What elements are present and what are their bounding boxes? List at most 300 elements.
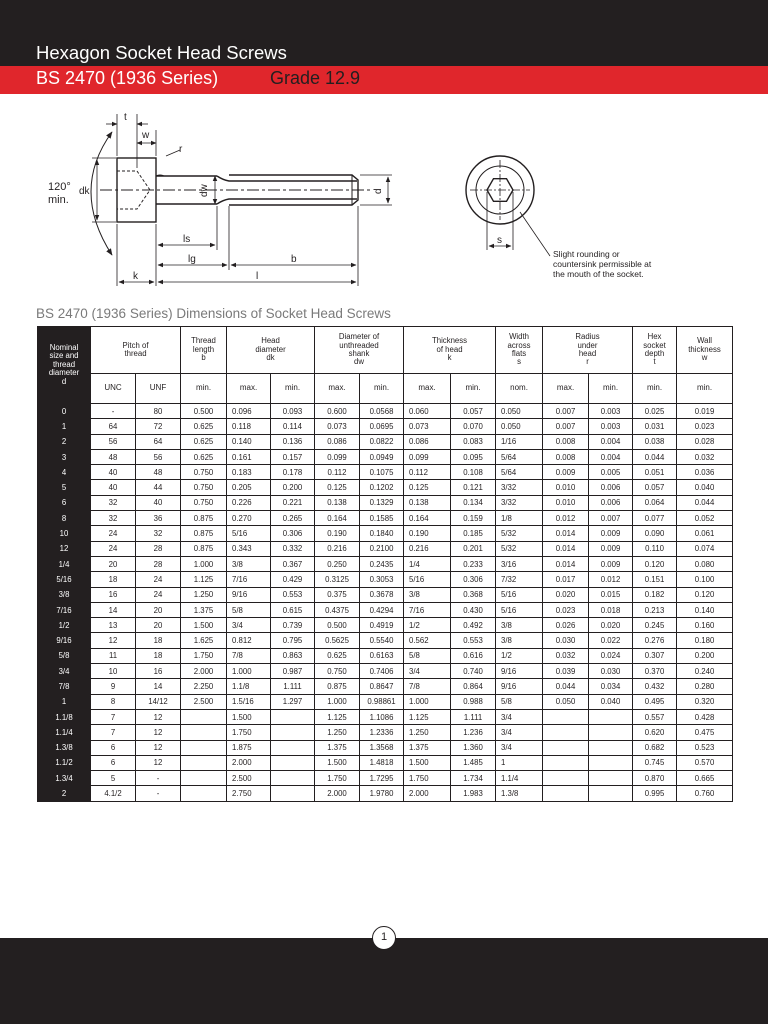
wall-thickness-header: Wall thickness w [677,327,733,374]
table-cell: 0.010 [543,495,589,510]
table-cell [589,755,633,770]
nominal-size-cell: 5/8 [38,648,91,663]
table-cell: 0.036 [677,465,733,480]
table-cell: 0.118 [227,419,271,434]
nominal-size-cell: 3/4 [38,664,91,679]
table-cell: 0.044 [633,449,677,464]
table-cell: 0.432 [633,679,677,694]
table-row [38,755,733,770]
table-cell: 0.028 [677,434,733,449]
b-label: b [291,254,297,265]
table-cell: 7/16 [404,602,451,617]
table-cell: 12 [91,633,136,648]
table-cell: 0.4294 [360,602,404,617]
table-cell: 0.492 [451,618,496,633]
table-cell: 11 [91,648,136,663]
table-cell: 28 [136,541,181,556]
table-cell: 3/4 [227,618,271,633]
table-cell [271,725,315,740]
table-cell: 5/8 [496,694,543,709]
table-cell: 0.086 [404,434,451,449]
table-cell: 1.375 [181,602,227,617]
table-cell: 0.995 [633,786,677,801]
table-row [38,480,733,495]
table-cell: 1.750 [315,771,360,786]
table-cell: 0.367 [271,556,315,571]
table-cell [271,771,315,786]
table-cell [181,709,227,724]
table-cell: 0.012 [543,511,589,526]
table-cell: 5/64 [496,449,543,464]
table-cell: 0.074 [677,541,733,556]
table-cell [589,709,633,724]
table-cell: 1.750 [181,648,227,663]
table-cell: 0.023 [677,419,733,434]
table-cell: 2.000 [181,664,227,679]
table-cell: 40 [91,480,136,495]
table-cell [181,755,227,770]
table-row [38,771,733,786]
screw-diagram [0,95,768,305]
table-cell: 0.073 [315,419,360,434]
table-cell: 3/16 [496,556,543,571]
table-cell: 14 [91,602,136,617]
table-cell: 0.008 [543,449,589,464]
subheader-cell: min. [677,374,733,404]
table-cell: 0.245 [633,618,677,633]
t-label: t [124,112,127,123]
table-cell: 3/4 [496,709,543,724]
table-cell: 12 [136,725,181,740]
table-cell: 1.875 [227,740,271,755]
nominal-size-cell: 5 [38,480,91,495]
table-cell: 0.201 [451,541,496,556]
table-cell: 0.050 [496,419,543,434]
table-cell: 9/16 [227,587,271,602]
lg-label: lg [188,254,196,265]
table-cell: 0.4919 [360,618,404,633]
table-cell: 3/8 [496,618,543,633]
footer-bar [0,938,768,1024]
table-cell: 0.8647 [360,679,404,694]
table-cell: 1.000 [315,694,360,709]
table-cell: 2.000 [315,786,360,801]
table-cell: 0.140 [227,434,271,449]
table-cell: 18 [136,648,181,663]
thread-length-header: Thread length b [181,327,227,374]
table-cell: 0.040 [677,480,733,495]
table-cell [543,771,589,786]
table-cell: 1.000 [181,556,227,571]
table-cell [589,786,633,801]
note-line-2: countersink permissible at [553,259,652,269]
table-cell [543,740,589,755]
table-cell: 0.190 [315,526,360,541]
subheader-cell: min. [633,374,677,404]
table-cell: 0.226 [227,495,271,510]
table-cell: 0.221 [271,495,315,510]
table-cell: 2.000 [227,755,271,770]
table-cell: 0.0568 [360,404,404,419]
table-cell: 0.032 [543,648,589,663]
table-cell: 1.3568 [360,740,404,755]
table-cell: 0.012 [589,572,633,587]
table-cell: 9/16 [496,679,543,694]
table-cell: 0.200 [271,480,315,495]
socket-depth-header: Hex socket depth t [633,327,677,374]
angle-min-label: min. [48,194,69,206]
table-cell: 0.428 [677,709,733,724]
table-cell: 5/16 [496,602,543,617]
table-cell: 0.1075 [360,465,404,480]
table-cell: 0.0822 [360,434,404,449]
table-cell: 0.760 [677,786,733,801]
nominal-size-cell: 1.3/8 [38,740,91,755]
table-cell: 0.030 [543,633,589,648]
table-cell: 40 [136,495,181,510]
table-cell: 0.070 [451,419,496,434]
table-row [38,633,733,648]
table-cell: 0.100 [677,572,733,587]
table-cell [271,709,315,724]
table-cell: 0.090 [633,526,677,541]
table-cell: - [136,786,181,801]
table-row [38,618,733,633]
table-row [38,541,733,556]
subheader-cell: nom. [496,374,543,404]
table-header-subheaders [38,374,733,404]
table-cell: 1.1/4 [496,771,543,786]
table-cell: 0.061 [677,526,733,541]
table-cell: 0.620 [633,725,677,740]
table-cell: 0.180 [677,633,733,648]
table-cell: 0.110 [633,541,677,556]
table-cell: 80 [136,404,181,419]
table-cell: 0.018 [589,602,633,617]
nominal-size-cell: 3/8 [38,587,91,602]
table-cell: 0.875 [181,541,227,556]
table-cell: 0.014 [543,556,589,571]
table-row [38,694,733,709]
table-cell: 0.745 [633,755,677,770]
table-cell: 0.034 [589,679,633,694]
table-cell: 2.500 [181,694,227,709]
table-cell [589,725,633,740]
table-cell: 1.500 [181,618,227,633]
table-cell: 0.032 [677,449,733,464]
table-cell: 0.051 [633,465,677,480]
table-cell: 0.625 [315,648,360,663]
table-cell: 7 [91,725,136,740]
table-cell: 0.750 [181,495,227,510]
table-cell: 0.429 [271,572,315,587]
table-cell: 0.003 [589,419,633,434]
table-cell: 0.213 [633,602,677,617]
table-cell: 0.095 [451,449,496,464]
table-cell: 0.009 [589,526,633,541]
table-cell: 0.570 [677,755,733,770]
table-cell: 1.1086 [360,709,404,724]
table-cell: - [91,404,136,419]
table-cell: 0.030 [589,664,633,679]
table-cell: 0.015 [589,587,633,602]
table-cell: 0.3053 [360,572,404,587]
table-cell: 0.750 [181,465,227,480]
table-cell: 0.553 [451,633,496,648]
dw-label: dw [199,184,210,197]
grade-title: Grade 12.9 [270,68,361,88]
nominal-size-cell: 1/2 [38,618,91,633]
table-cell: 20 [136,618,181,633]
table-cell [271,755,315,770]
table-cell: 0.052 [677,511,733,526]
d-label: d [373,188,384,194]
table-cell: 1.9780 [360,786,404,801]
table-cell: 0.044 [543,679,589,694]
table-cell: 0.270 [227,511,271,526]
table-cell: 0.280 [677,679,733,694]
table-cell: 0.3678 [360,587,404,602]
table-cell: 0.050 [496,404,543,419]
table-cell: 5/16 [227,526,271,541]
table-cell: 3/4 [496,725,543,740]
nominal-size-cell: 1/4 [38,556,91,571]
table-row [38,648,733,663]
table-cell: 1.297 [271,694,315,709]
table-cell: 0.004 [589,434,633,449]
table-cell: 0.096 [227,404,271,419]
table-cell [181,725,227,740]
table-cell: 0.615 [271,602,315,617]
ls-label: ls [183,234,191,245]
table-cell: 0.031 [633,419,677,434]
nominal-size-cell: 1.1/2 [38,755,91,770]
table-cell: 0.080 [677,556,733,571]
table-cell: 0.138 [315,495,360,510]
table-cell: 24 [91,541,136,556]
table-cell: 0.125 [315,480,360,495]
subheader-cell: max. [543,374,589,404]
nominal-size-cell: 1.1/8 [38,709,91,724]
table-cell: 20 [91,556,136,571]
k-label: k [133,271,138,282]
nominal-size-cell: 7/16 [38,602,91,617]
table-cell: 0.008 [543,434,589,449]
table-cell: 3/8 [496,633,543,648]
table-cell: 0.164 [315,511,360,526]
table-cell: 7/16 [227,572,271,587]
table-cell: 20 [136,602,181,617]
table-cell: 5/64 [496,465,543,480]
nominal-size-cell: 12 [38,541,91,556]
table-cell: 14 [136,679,181,694]
table-cell: 0.864 [451,679,496,694]
table-cell: 0.120 [633,556,677,571]
table-cell [543,725,589,740]
table-cell [589,740,633,755]
table-cell: 0.005 [589,465,633,480]
table-cell: 0.140 [677,602,733,617]
s-label: s [497,235,502,246]
table-cell: 6 [91,740,136,755]
table-cell: 1.500 [404,755,451,770]
table-cell: 48 [136,465,181,480]
table-cell: 9/16 [496,664,543,679]
table-cell: 24 [136,587,181,602]
table-cell: 0.112 [404,465,451,480]
table-row [38,725,733,740]
table-cell: 1.1/8 [227,679,271,694]
table-row [38,419,733,434]
table-cell: 40 [91,465,136,480]
table-cell: 64 [136,434,181,449]
table-cell: 32 [91,495,136,510]
table-cell: 1.360 [451,740,496,755]
w-label: w [142,130,150,141]
head-diameter-header: Head diameter dk [227,327,315,374]
table-cell: 0.093 [271,404,315,419]
table-cell: 0.1202 [360,480,404,495]
table-row [38,664,733,679]
table-cell: 1/4 [404,556,451,571]
table-cell: 2.500 [227,771,271,786]
table-cell: 0.562 [404,633,451,648]
table-cell: 3/8 [404,587,451,602]
table-cell: 0.040 [589,694,633,709]
width-across-flats-header: Width across flats s [496,327,543,374]
table-cell: 0.682 [633,740,677,755]
table-cell: 0.014 [543,526,589,541]
table-cell: 0.044 [677,495,733,510]
nominal-size-cell: 0 [38,404,91,419]
table-cell: 0.2100 [360,541,404,556]
series-bar [0,66,768,94]
nominal-size-cell: 9/16 [38,633,91,648]
table-cell: 1.375 [315,740,360,755]
table-cell: 0.265 [271,511,315,526]
table-cell: 0.020 [589,618,633,633]
table-cell: 0.750 [181,480,227,495]
table-cell: 0.500 [315,618,360,633]
table-cell: 0.185 [451,526,496,541]
table-cell [181,771,227,786]
table-cell: 0.600 [315,404,360,419]
table-cell: 0.2435 [360,556,404,571]
table-cell: 3/32 [496,480,543,495]
table-row [38,602,733,617]
table-cell: 0.112 [315,465,360,480]
table-cell: 0.121 [451,480,496,495]
table-cell: 1/16 [496,434,543,449]
table-cell: 3/4 [404,664,451,679]
table-cell: 5/8 [404,648,451,663]
table-cell: 1.000 [404,694,451,709]
table-row [38,511,733,526]
nominal-size-cell: 2 [38,434,91,449]
table-cell: 3/8 [227,556,271,571]
table-cell: 0.022 [589,633,633,648]
table-cell: 4.1/2 [91,786,136,801]
table-cell: 16 [91,587,136,602]
table-cell: 1.500 [315,755,360,770]
table-cell [181,740,227,755]
nominal-size-cell: 7/8 [38,679,91,694]
table-cell: 5 [91,771,136,786]
table-cell: 10 [91,664,136,679]
nominal-size-cell: 4 [38,465,91,480]
page-number: 1 [372,926,396,950]
table-cell: 0.625 [181,434,227,449]
table-cell: 0.332 [271,541,315,556]
table-row [38,679,733,694]
table-cell: 7/8 [227,648,271,663]
table-cell: 2.250 [181,679,227,694]
table-cell: 0.1329 [360,495,404,510]
table-row [38,587,733,602]
table-cell: 0.987 [271,664,315,679]
table-row [38,465,733,480]
table-row [38,449,733,464]
table-cell: 0.205 [227,480,271,495]
table-cell: 0.014 [543,541,589,556]
table-cell: 0.750 [315,664,360,679]
table-cell: 0.017 [543,572,589,587]
shank-diameter-header: Diameter of unthreaded shank dw [315,327,404,374]
table-cell: 0.616 [451,648,496,663]
table-cell: 0.6163 [360,648,404,663]
table-cell: 0.178 [271,465,315,480]
table-cell: 56 [91,434,136,449]
table-cell: 0.134 [451,495,496,510]
table-cell: 28 [136,556,181,571]
table-cell: 1.000 [227,664,271,679]
section-title: BS 2470 (1936 Series) Dimensions of Socket Head Screws [36,306,391,321]
table-cell: 0.026 [543,618,589,633]
nominal-size-header: Nominal size and thread diameter d [38,327,91,404]
table-cell: 9 [91,679,136,694]
table-cell: 0.5625 [315,633,360,648]
table-cell: 0.007 [543,404,589,419]
table-cell: 1.250 [181,587,227,602]
note-line-1: Slight rounding or [553,249,620,259]
subheader-cell: UNF [136,374,181,404]
table-cell: 1.2336 [360,725,404,740]
table-cell: 8 [91,694,136,709]
table-cell: 7 [91,709,136,724]
table-cell: 0.216 [315,541,360,556]
table-cell: 0.159 [451,511,496,526]
table-cell: 0.099 [315,449,360,464]
table-cell: 1/8 [496,511,543,526]
table-row [38,495,733,510]
table-cell: 5/8 [227,602,271,617]
table-cell: 1/2 [404,618,451,633]
table-cell: 2.000 [404,786,451,801]
table-cell [271,786,315,801]
subheader-cell: max. [227,374,271,404]
subheader-cell: min. [451,374,496,404]
table-cell: 0.025 [633,404,677,419]
table-cell: 0.276 [633,633,677,648]
table-row [38,572,733,587]
table-cell: 72 [136,419,181,434]
table-cell: 0.077 [633,511,677,526]
table-cell: 0.495 [633,694,677,709]
table-cell: 36 [136,511,181,526]
table-cell: 0.430 [451,602,496,617]
table-cell: 0.740 [451,664,496,679]
table-cell: 1.236 [451,725,496,740]
